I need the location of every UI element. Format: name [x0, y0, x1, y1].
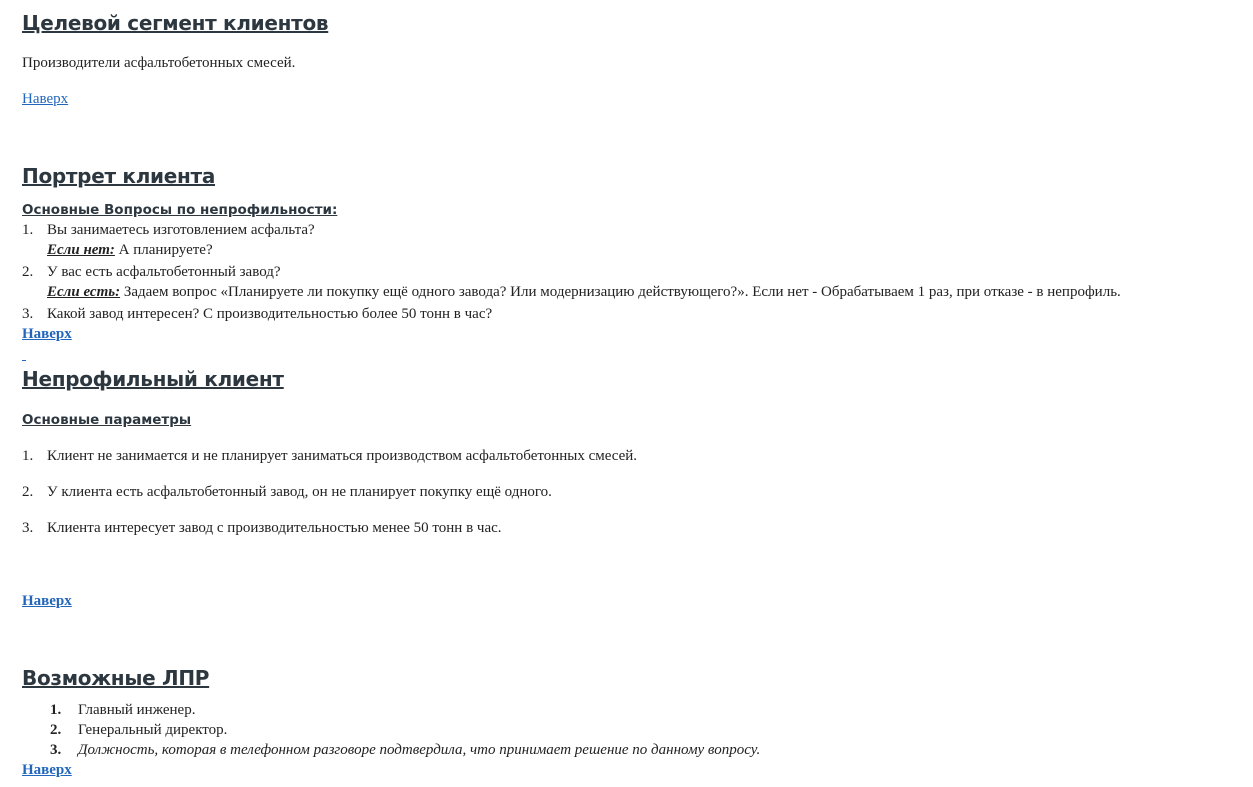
list-item-number: 3.: [50, 742, 62, 758]
heading-nonprofile-client: Непрофильный клиент: [22, 367, 284, 391]
note-if-no: [47, 242, 213, 259]
list-item: Клиент не занимается и не планирует заниматься производством асфальтобетонных смесей.: [47, 448, 638, 464]
list-item: Клиента интересует завод с производительностью менее 50 тонн в час.: [47, 520, 502, 536]
top-link-4[interactable]: Наверх: [22, 762, 72, 778]
note-if-yes-text: Задаем вопрос «Планируете ли покупку ещё одного завода? Или модернизацию действующего?». Если нет - Обрабатываем 1 раз, при отказе - в непрофиль.: [120, 284, 1121, 300]
list-item-number: 2.: [22, 484, 34, 500]
anchor-mark: [22, 360, 26, 361]
heading-possible-lpr: Возможные ЛПР: [22, 666, 210, 690]
note-if-no-text: А планируете?: [114, 242, 213, 258]
target-segment-text: Производители асфальтобетонных смесей.: [22, 55, 296, 71]
subheading-questions: Основные Вопросы по непрофильности:: [22, 202, 338, 218]
list-item-number: 1.: [22, 448, 34, 464]
list-item: Должность, которая в телефонном разговоре подтвердила, что принимает решение по данному вопросу.: [78, 742, 761, 758]
top-link-3[interactable]: Наверх: [22, 593, 72, 609]
list-item: У клиента есть асфальтобетонный завод, он не планирует покупку ещё одного.: [47, 484, 552, 500]
list-item-number: 1.: [22, 222, 34, 238]
top-link-2[interactable]: Наверх: [22, 326, 72, 342]
top-link-1[interactable]: Наверх: [22, 91, 69, 107]
heading-client-portrait: Портрет клиента: [22, 164, 216, 188]
subheading-main-params: Основные параметры: [22, 412, 192, 428]
list-item-number: 1.: [50, 702, 62, 718]
heading-target-segment: Целевой сегмент клиентов: [22, 11, 329, 35]
note-if-yes: [47, 284, 1121, 301]
list-item: У вас есть асфальтобетонный завод?: [47, 264, 281, 280]
list-item: Главный инженер.: [78, 702, 196, 718]
list-item: Генеральный директор.: [78, 722, 228, 738]
list-item-number: 3.: [22, 306, 34, 322]
note-if-yes-label: Если есть:: [47, 284, 121, 300]
list-item: Какой завод интересен? С производительностью более 50 тонн в час?: [47, 306, 493, 322]
list-item-number: 3.: [22, 520, 34, 536]
list-item-number: 2.: [50, 722, 62, 738]
note-if-no-label: Если нет:: [47, 242, 115, 258]
list-item: Вы занимаетесь изготовлением асфальта?: [47, 222, 315, 238]
list-item-number: 2.: [22, 264, 34, 280]
